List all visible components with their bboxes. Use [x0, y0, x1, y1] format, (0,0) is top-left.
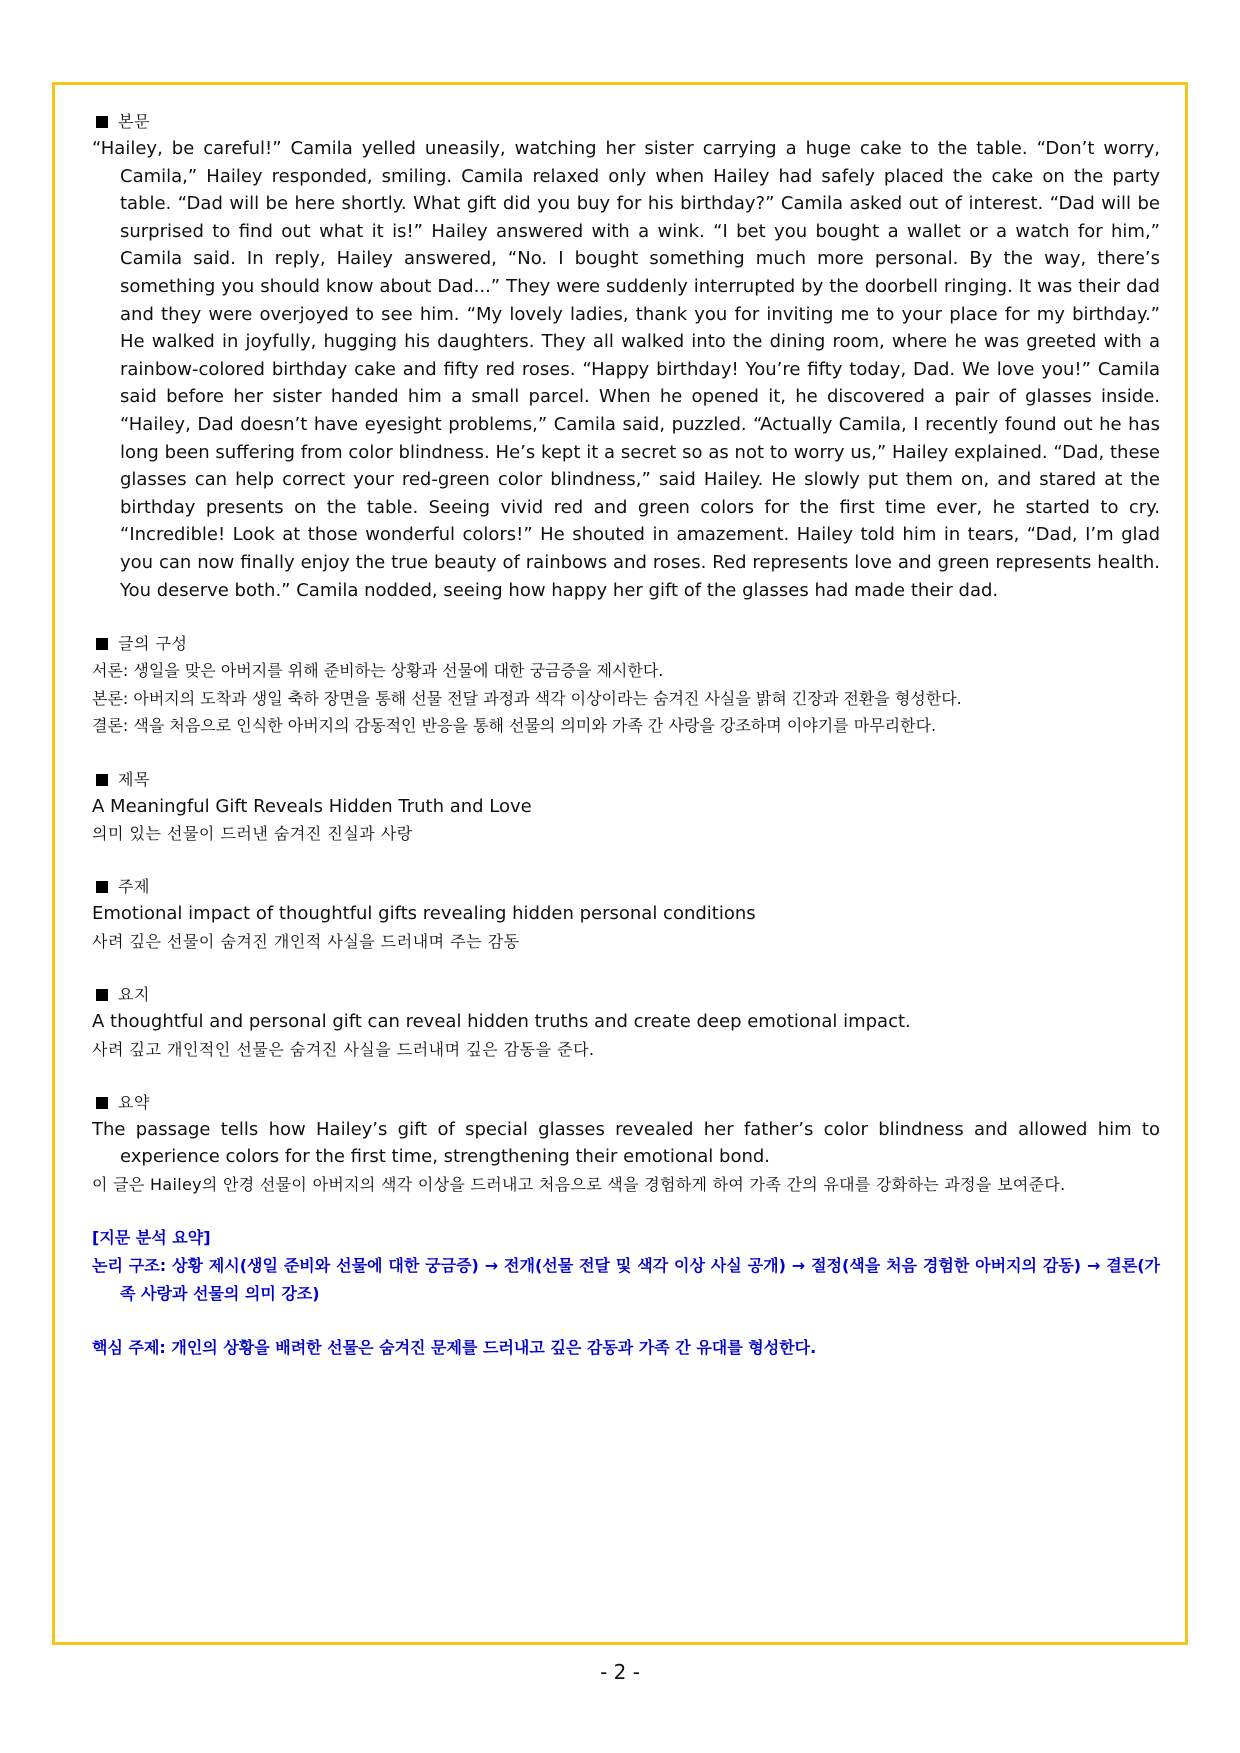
section-heading: 요지 — [92, 981, 1160, 1008]
structure-section — [92, 630, 1160, 740]
square-bullet-icon — [96, 989, 108, 1001]
title-section — [92, 766, 1160, 848]
square-bullet-icon — [96, 774, 108, 786]
theme-english: Emotional impact of thoughtful gifts revealing hidden personal conditions — [92, 903, 756, 925]
gist-section — [92, 981, 1160, 1063]
gist-korean: 사려 깊고 개인적인 선물은 숨겨진 사실을 드러내며 깊은 감동을 준다. — [92, 1039, 595, 1059]
analysis-label: [지문 분석 요약] — [92, 1228, 211, 1248]
title-english: A Meaningful Gift Reveals Hidden Truth and Love — [92, 795, 532, 817]
theme-korean: 사려 깊은 선물이 숨겨진 개인적 사실을 드러내며 주는 감동 — [92, 932, 520, 952]
square-bullet-icon — [96, 1097, 108, 1109]
section-heading: 주제 — [92, 873, 1160, 900]
structure-body: 본론: 아버지의 도착과 생일 축하 장면을 통해 선물 전달 과정과 색각 이상이라는 숨겨진 사실을 밝혀 긴장과 전환을 형성한다. — [92, 688, 962, 708]
page-number: - 2 - — [600, 1660, 640, 1684]
section-heading: 본문 — [92, 108, 1160, 135]
section-heading: 제목 — [92, 766, 1160, 793]
summary-section — [92, 1089, 1160, 1199]
square-bullet-icon — [96, 638, 108, 650]
summary-korean: 이 글은 Hailey의 안경 선물이 아버지의 색각 이상을 드러내고 처음으로 색을 경험하게 하여 가족 간의 유대를 강화하는 과정을 보여준다. — [92, 1174, 1066, 1194]
structure-intro: 서론: 생일을 맞은 아버지를 위해 준비하는 상황과 선물에 대한 궁금증을 제시한다. — [92, 661, 664, 681]
gist-english: A thoughtful and personal gift can reveal hidden truths and create deep emotional impact. — [92, 1011, 911, 1033]
square-bullet-icon — [96, 116, 108, 128]
section-heading: 글의 구성 — [92, 630, 1160, 657]
structure-conclusion: 결론: 색을 처음으로 인식한 아버지의 감동적인 반응을 통해 선물의 의미와 가족 간 사랑을 강조하며 이야기를 마무리한다. — [92, 716, 937, 736]
passage-text: “Hailey, be careful!” Camila yelled uneasily, watching her sister carrying a huge cake to the table. “Don’t worry, Camila,” Hailey responded, smiling. Camila relaxed only when Hailey had safely placed the cake on the party table. “Dad will be here shortly. What gift did you buy for his birthday?” Camila asked out of interest. “Dad will be surprised to find out what it is!” Hailey answered with a wink. “I bet you bought a wallet or a watch for him,” Camila said. In reply, Hailey answered, “No. I bought something much more personal. By the way, there’s something you should know about Dad...” They were suddenly interrupted by the doorbell ringing. It was their dad and they were overjoyed to see him. “My lovely ladies, thank you for inviting me to your place for my birthday.” He walked in joyfully, hugging his daughters. They all walked into the dining room, where he was greeted with a rainbow-colored birthday cake and fifty red roses. “Happy birthday! You’re fifty today, Dad. We love you!” Camila said before her sister handed him a small parcel. When he opened it, he discovered a pair of glasses inside. “Hailey, Dad doesn’t have eyesight problems,” Camila said, puzzled. “Actually Camila, I recently found out he has long been suffering from color blindness. He’s kept it a secret so as not to worry us,” Hailey explained. “Dad, these glasses can help correct your red-green color blindness,” said Hailey. He slowly put them on, and stared at the birthday presents on the table. Seeing vivid red and green colors for the first time ever, he started to cry. “Incredible! Look at those wonderful colors!” He shouted in amazement. Hailey told him in tears, “Dad, I’m glad you can now finally enjoy the true beauty of rainbows and roses. Red represents love and green represents health. You deserve both.” Camila nodded, seeing how happy her gift of the glasses had made their dad. — [92, 138, 1160, 601]
section-heading: 요약 — [92, 1089, 1160, 1116]
body-section — [92, 108, 1160, 604]
document-content — [92, 108, 1160, 1362]
analysis-core-theme: 핵심 주제: 개인의 상황을 배려한 선물은 숨겨진 문제를 드러내고 깊은 감동과 가족 간 유대를 형성한다. — [92, 1338, 817, 1358]
summary-english: The passage tells how Hailey’s gift of special glasses revealed her father’s color blindness and allowed him to experience colors for the first time, strengthening their emotional bond. — [92, 1118, 1160, 1168]
analysis-logic: 논리 구조: 상황 제시(생일 준비와 선물에 대한 궁금증) → 전개(선물 전달 및 색각 이상 사실 공개) → 절정(색을 처음 경험한 아버지의 감동) → 결론(가족 사랑과 선물의 의미 강조) — [92, 1256, 1160, 1304]
theme-section — [92, 873, 1160, 955]
title-korean: 의미 있는 선물이 드러낸 숨겨진 진실과 사랑 — [92, 824, 413, 844]
square-bullet-icon — [96, 881, 108, 893]
analysis-summary — [92, 1224, 1160, 1362]
